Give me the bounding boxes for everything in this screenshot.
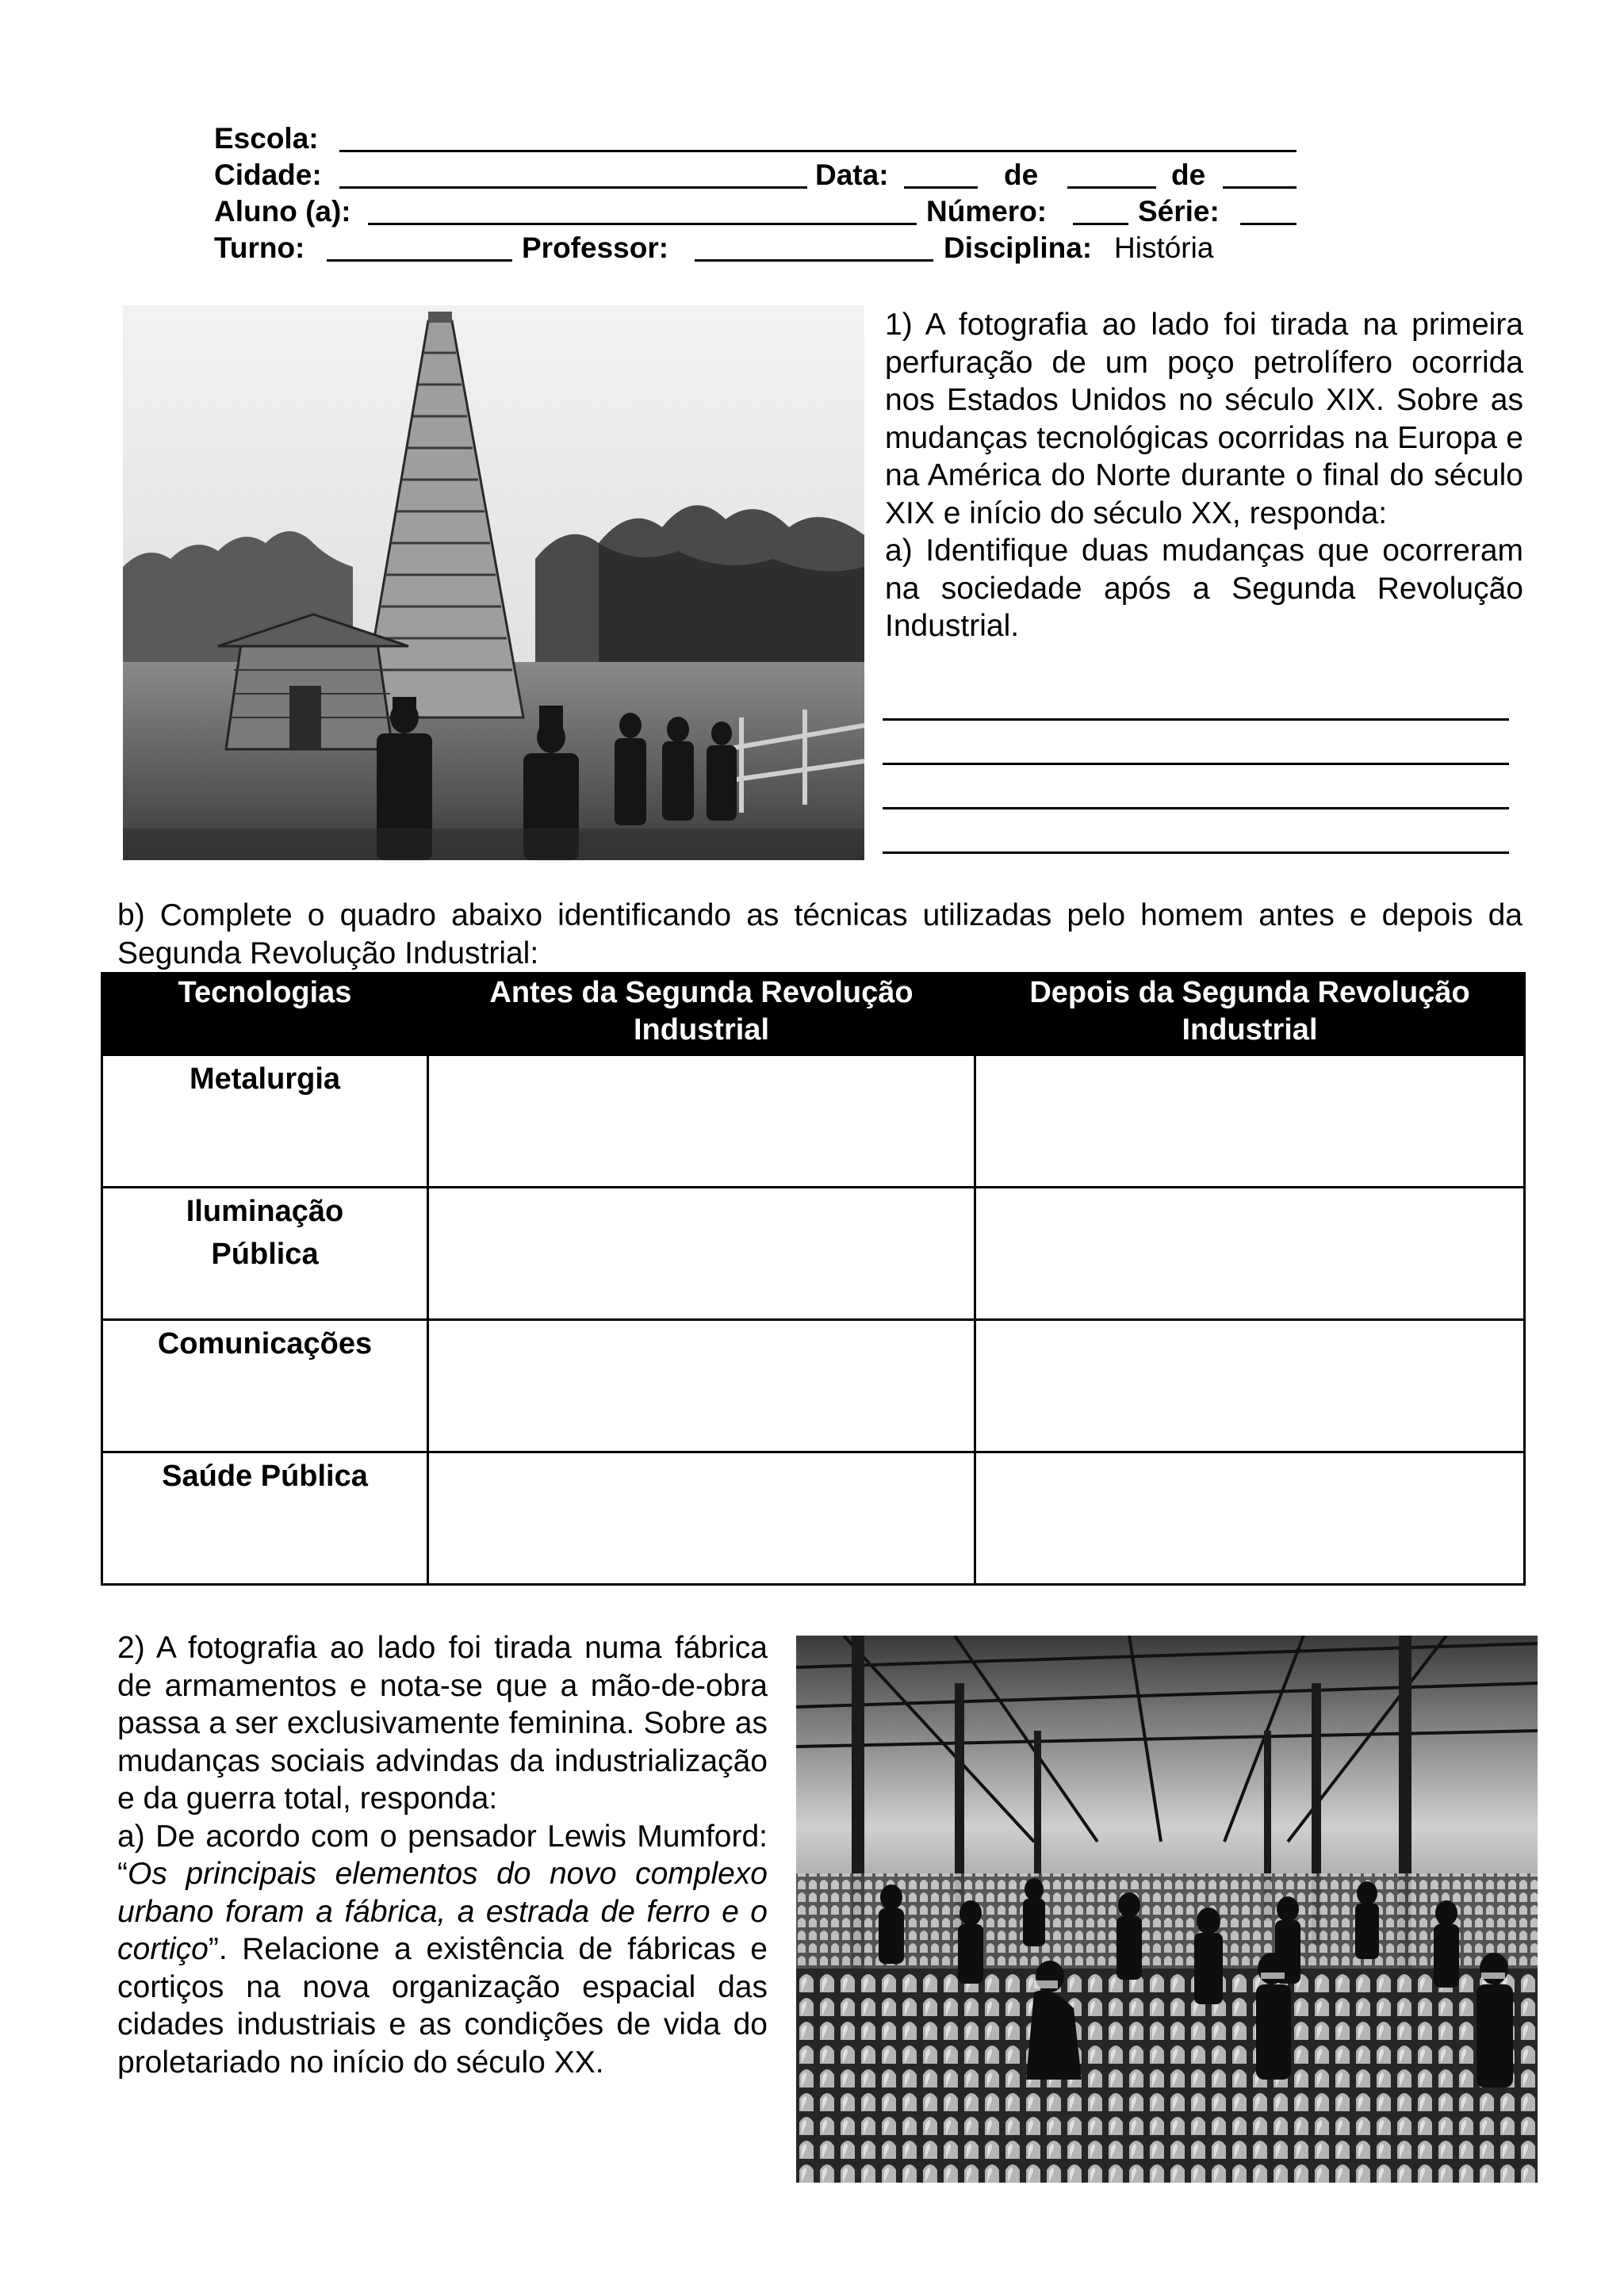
q1-item-a: a) Identifique duas mudanças que ocorreram na sociedade após a Segunda Revolução Industrial.: [885, 534, 1523, 643]
answer-line-2[interactable]: [883, 763, 1509, 765]
q1-text: [885, 306, 1523, 645]
header-escola-row: [214, 121, 1297, 157]
cell-metalurgia-antes[interactable]: [428, 1055, 975, 1188]
cell-saude-depois[interactable]: [975, 1452, 1525, 1585]
table-row: [102, 1188, 1525, 1320]
escola-field[interactable]: [339, 150, 1297, 152]
serie-label: Série:: [1138, 195, 1220, 228]
header-aluno-row: [214, 193, 1297, 230]
de-label-1: de: [1004, 159, 1039, 191]
table-row: [102, 1320, 1525, 1452]
table-row: [102, 1452, 1525, 1585]
professor-label: Professor:: [522, 232, 669, 264]
row-label-iluminacao: [102, 1188, 428, 1320]
row-label-iluminacao-line2: Pública: [211, 1238, 319, 1271]
q2-intro: 2) A fotografia ao lado foi tirada numa fábrica de armamentos e nota-se que a mão-de-obra passa a ser exclusivamente feminina. Sobre as mudanças sociais advindas da industrialização e da guerra total, responda:: [117, 1631, 768, 1816]
disciplina-label: Disciplina:: [944, 232, 1093, 264]
cell-comunicacoes-antes[interactable]: [428, 1320, 975, 1452]
table-row: [102, 1055, 1525, 1188]
data-month-field[interactable]: [1067, 186, 1156, 189]
oil-derrick-photo: [123, 305, 864, 860]
table-header-row: [102, 974, 1525, 1055]
numero-label: Número:: [926, 195, 1048, 228]
data-day-field[interactable]: [904, 186, 978, 189]
numero-field[interactable]: [1073, 223, 1128, 225]
cell-iluminacao-depois[interactable]: [975, 1188, 1525, 1320]
aluno-label: Aluno (a):: [214, 195, 351, 228]
q2-text: [117, 1629, 768, 2081]
row-label-comunicacoes: Comunicações: [102, 1320, 428, 1452]
header-cidade-row: [214, 157, 1297, 193]
q1-item-b: b) Complete o quadro abaixo identificando as técnicas utilizadas pelo homem antes e depois da Segunda Revolução Industrial:: [117, 898, 1522, 970]
cell-iluminacao-antes[interactable]: [428, 1188, 975, 1320]
row-label-metalurgia: Metalurgia: [102, 1055, 428, 1188]
professor-field[interactable]: [695, 259, 933, 262]
q1-intro: 1) A fotografia ao lado foi tirada na primeira perfuração de um poço petrolífero ocorrida nos Estados Unidos no século XIX. Sobre as mudanças tecnológicas ocorridas na Europa e na América do Norte durante o final do século XIX e início do século XX, responda:: [885, 308, 1523, 530]
q2-item-a-end: ”. Relacione a existência de fábricas e cortiços na nova organização espacial das cidades industriais e as condições de vida do proletariado no início do século XX.: [117, 1932, 768, 2080]
row-label-saude: Saúde Pública: [102, 1452, 428, 1585]
cell-metalurgia-depois[interactable]: [975, 1055, 1525, 1188]
de-label-2: de: [1171, 159, 1206, 191]
escola-label: Escola:: [214, 122, 319, 155]
row-label-iluminacao-line1: Iluminação: [186, 1195, 344, 1228]
header-depois: Depois da Segunda Revolução Industrial: [975, 974, 1525, 1055]
answer-line-3[interactable]: [883, 807, 1509, 809]
data-label: Data:: [815, 159, 889, 191]
q2-item-a-start: a) De acordo com o pensador Lewis Mumford: “: [117, 1819, 768, 1891]
header-turno-row: [214, 230, 1297, 266]
aluno-field[interactable]: [368, 223, 917, 225]
cidade-label: Cidade:: [214, 159, 322, 191]
serie-field[interactable]: [1240, 223, 1297, 225]
data-year-field[interactable]: [1223, 186, 1297, 189]
q2-item-a: [117, 1818, 768, 2082]
answer-line-1[interactable]: [883, 718, 1509, 721]
cell-saude-antes[interactable]: [428, 1452, 975, 1585]
header-tecnologias: Tecnologias: [102, 974, 428, 1055]
munitions-factory-photo: [796, 1636, 1538, 2183]
cidade-field[interactable]: [339, 186, 807, 189]
q2-quote: Os principais elementos do novo complexo urbano foram a fábrica, a estrada de ferro e o cortiço: [117, 1857, 768, 1966]
turno-field[interactable]: [327, 259, 512, 262]
technologies-table: [101, 972, 1526, 1586]
cell-comunicacoes-depois[interactable]: [975, 1320, 1525, 1452]
answer-line-4[interactable]: [883, 851, 1509, 854]
turno-label: Turno:: [214, 232, 305, 264]
header-antes: Antes da Segunda Revolução Industrial: [428, 974, 975, 1055]
disciplina-value: História: [1114, 232, 1214, 264]
